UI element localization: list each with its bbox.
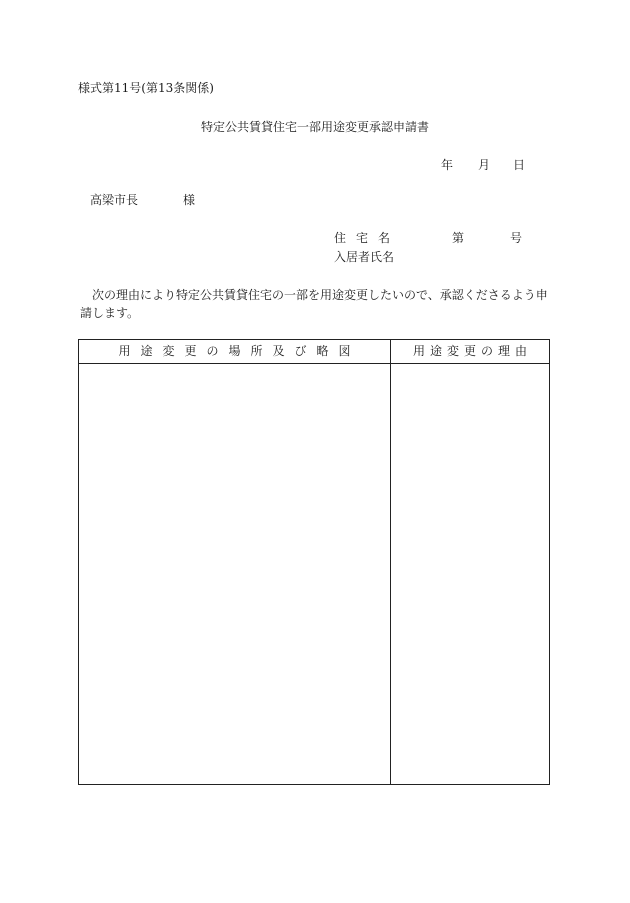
reason-cell[interactable] [391, 364, 549, 784]
date-month-label: 月 [478, 158, 491, 172]
location-sketch-header: 用途変更の場所及び略図 [118, 344, 361, 358]
location-sketch-cell[interactable] [79, 364, 390, 784]
date-day-label: 日 [513, 158, 526, 172]
change-details-table [78, 339, 550, 785]
housing-name-label: 住宅名 [334, 231, 401, 245]
document-title: 特定公共賃貸住宅一部用途変更承認申請書 [200, 120, 429, 134]
housing-number-suffix: 号 [510, 231, 523, 245]
addressee-honorific: 様 [183, 193, 196, 207]
reason-header: 用途変更の理由 [412, 344, 532, 358]
addressee-name: 高梁市長 [90, 193, 139, 207]
housing-number-prefix: 第 [452, 231, 465, 245]
date-year-label: 年 [441, 158, 454, 172]
form-number: 様式第11号(第13条関係) [78, 81, 214, 95]
resident-name-label: 入居者氏名 [334, 250, 395, 264]
request-statement: 次の理由により特定公共賃貸住宅の一部を用途変更したいので、承認くださるよう申請します。 [80, 288, 548, 320]
